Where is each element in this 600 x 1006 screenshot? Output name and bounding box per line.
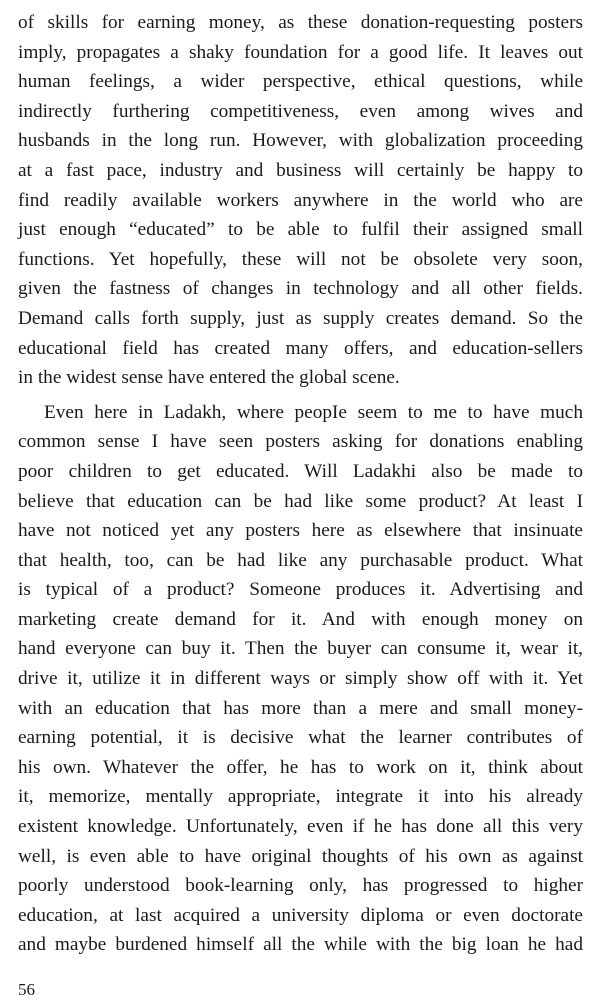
- text-line: education, at last acquired a university diploma or even doctorate: [18, 904, 583, 926]
- text-line: well, is even able to have original thoughts of his own as against: [18, 845, 583, 867]
- text-line: of skills for earning money, as these donation-requesting posters: [18, 12, 583, 33]
- text-line: that health, too, can be had like any purchasable product. What: [18, 549, 583, 571]
- text-line: drive it, utilize it in different ways or simply show off with it. Yet: [18, 668, 583, 690]
- paragraph: [18, 398, 583, 960]
- text-line: believe that education can be had like some product? At least I: [18, 490, 583, 512]
- text-line: and maybe burdened himself all the while with the big loan he had: [18, 934, 583, 956]
- text-line: husbands in the long run. However, with globalization proceeding: [18, 130, 583, 152]
- text-line: poor children to get educated. Will Ladakhi also be made to: [18, 460, 583, 482]
- text-line: given the fastness of changes in technology and all other fields.: [18, 278, 583, 300]
- text-line: Demand calls forth supply, just as supply creates demand. So the: [18, 307, 583, 329]
- text-line: have not noticed yet any posters here as elsewhere that insinuate: [18, 520, 583, 542]
- text-line: Even here in Ladakh, where peopIe seem to me to have much: [44, 401, 583, 423]
- text-line: at a fast pace, industry and business will certainly be happy to: [18, 159, 583, 181]
- text-line: common sense I have seen posters asking for donations enabling: [18, 431, 583, 453]
- page-body: [18, 8, 583, 960]
- text-line: marketing create demand for it. And with enough money on: [18, 608, 583, 630]
- text-line: educational field has created many offers, and education-sellers: [18, 337, 583, 359]
- paragraph: [18, 8, 583, 393]
- page-number: 56: [18, 980, 35, 999]
- text-line: it, memorize, mentally appropriate, integrate it into his already: [18, 786, 583, 808]
- text-line: indirectly furthering competitiveness, even among wives and: [18, 100, 583, 122]
- text-line: functions. Yet hopefully, these will not be obsolete very soon,: [18, 248, 583, 270]
- text-line: poorly understood book-learning only, has progressed to higher: [18, 875, 583, 897]
- text-line: hand everyone can buy it. Then the buyer can consume it, wear it,: [18, 638, 583, 660]
- text-line: his own. Whatever the offer, he has to work on it, think about: [18, 756, 583, 778]
- text-line: earning potential, it is decisive what the learner contributes of: [18, 727, 583, 749]
- text-line: existent knowledge. Unfortunately, even if he has done all this very: [18, 816, 583, 838]
- text-line: find readily available workers anywhere in the world who are: [18, 189, 583, 211]
- text-line: human feelings, a wider perspective, ethical questions, while: [18, 71, 583, 93]
- text-line: imply, propagates a shaky foundation for a good life. It leaves out: [18, 41, 583, 63]
- text-line: is typical of a product? Someone produces it. Advertising and: [18, 579, 583, 601]
- text-line: in the widest sense have entered the global scene.: [18, 367, 400, 389]
- text-line: just enough “educated” to be able to fulfil their assigned small: [18, 219, 583, 241]
- text-line: with an education that has more than a mere and small money-: [18, 697, 583, 719]
